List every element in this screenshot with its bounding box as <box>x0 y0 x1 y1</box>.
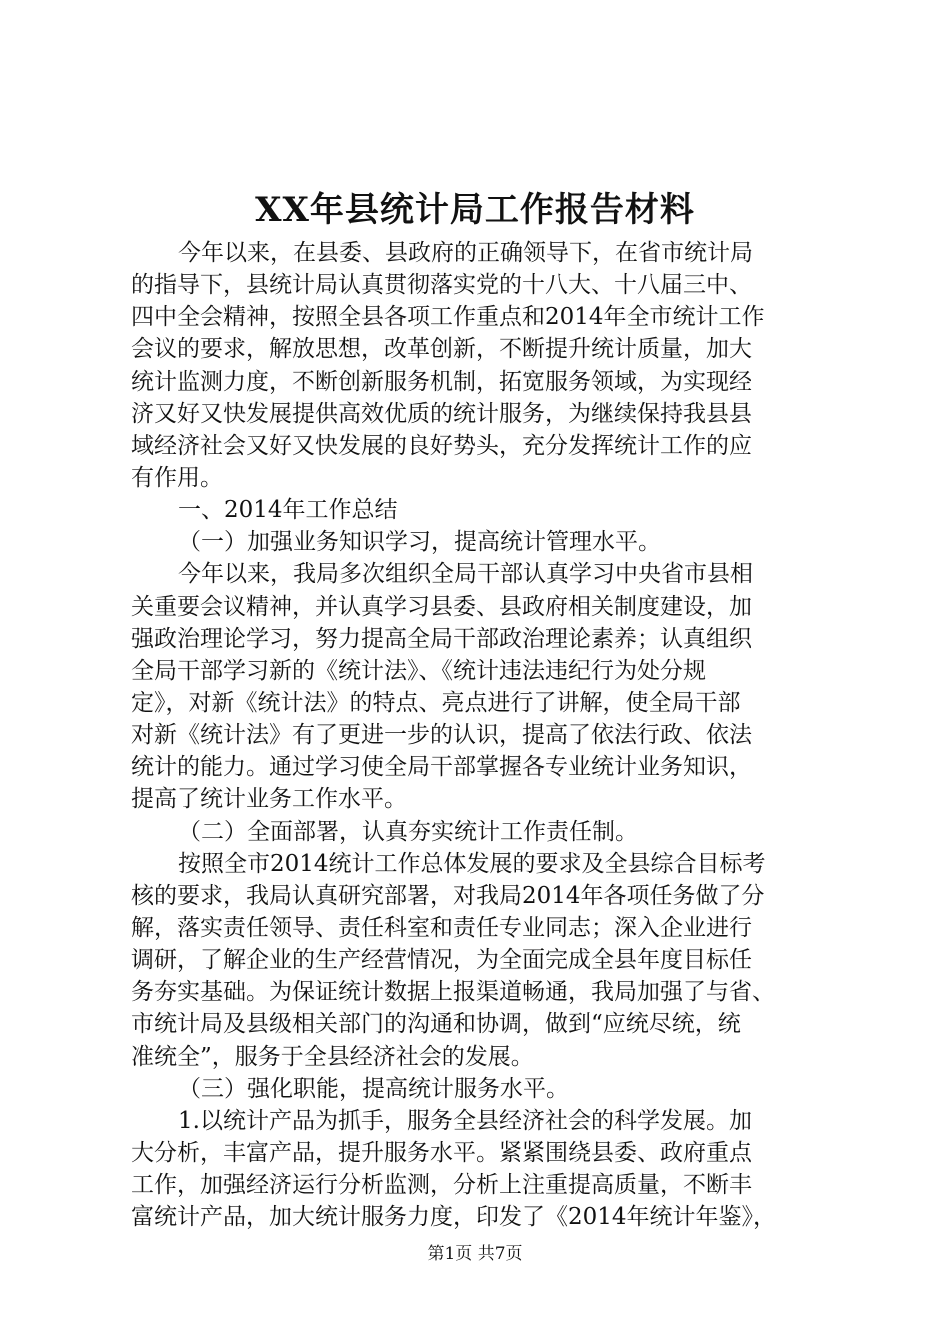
body-line: 统计监测力度，不断创新服务机制，拓宽服务领域，为实现经 <box>131 368 752 395</box>
body-line: 今年以来，我局多次组织全局干部认真学习中央省市县相 <box>178 561 753 588</box>
body-line: 务夯实基础。为保证统计数据上报渠道畅通，我局加强了与省、 <box>131 979 775 1006</box>
body-line: 强政治理论学习，努力提高全局干部政治理论素养；认真组织 <box>131 625 752 652</box>
body-line: 工作，加强经济运行分析监测，分析上注重提高质量，不断丰 <box>131 1172 752 1199</box>
body-line: 大分析，丰富产品，提升服务水平。紧紧围绕县委、政府重点 <box>131 1139 752 1166</box>
body-line: （二）全面部署，认真夯实统计工作责任制。 <box>178 818 638 845</box>
body-line: （三）强化职能，提高统计服务水平。 <box>178 1075 569 1102</box>
page-footer: 第1页 共7页 <box>427 1244 523 1264</box>
body-line: 关重要会议精神，并认真学习县委、县政府相关制度建设，加 <box>131 593 752 620</box>
body-line: 的指导下，县统计局认真贯彻落实党的十八大、十八届三中、 <box>131 272 752 299</box>
body-line: 今年以来，在县委、县政府的正确领导下，在省市统计局 <box>178 240 753 266</box>
body-line: 按照全市2014统计工作总体发展的要求及全县综合目标考 <box>178 850 766 877</box>
body-line: 全局干部学习新的《统计法》、《统计违法违纪行为处分规 <box>131 657 706 684</box>
body-line: 富统计产品，加大统计服务力度，印发了《2014年统计年鉴》， <box>131 1204 777 1231</box>
body-line: （一）加强业务知识学习，提高统计管理水平。 <box>178 529 661 556</box>
body-line: 解，落实责任领导、责任科室和责任专业同志；深入企业进行 <box>131 914 752 941</box>
document-body <box>131 237 831 1233</box>
body-line: 提高了统计业务工作水平。 <box>131 786 407 813</box>
body-line: 市统计局及县级相关部门的沟通和协调，做到“应统尽统，统 <box>131 1011 741 1038</box>
body-line: 1.以统计产品为抓手，服务全县经济社会的科学发展。加 <box>178 1107 752 1134</box>
body-line: 域经济社会又好又快发展的良好势头，充分发挥统计工作的应 <box>131 432 752 459</box>
body-line: 一、2014年工作总结 <box>178 497 398 524</box>
body-line: 四中全会精神，按照全县各项工作重点和2014年全市统计工作 <box>131 304 765 331</box>
body-line: 定》，对新《统计法》的特点、亮点进行了讲解，使全局干部 <box>131 689 741 716</box>
body-line: 有作用。 <box>131 464 223 491</box>
body-line: 调研，了解企业的生产经营情况，为全面完成全县年度目标任 <box>131 947 752 974</box>
body-line: 济又好又快发展提供高效优质的统计服务，为继续保持我县县 <box>131 400 752 427</box>
body-line: 对新《统计法》有了更进一步的认识，提高了依法行政、依法 <box>131 722 752 749</box>
document-title: XX年县统计局工作报告材料 <box>255 190 695 230</box>
body-line: 核的要求，我局认真研究部署，对我局2014年各项任务做了分 <box>131 882 765 909</box>
body-line: 会议的要求，解放思想，改革创新，不断提升统计质量，加大 <box>131 336 752 363</box>
body-line: 统计的能力。通过学习使全局干部掌握各专业统计业务知识， <box>131 754 752 781</box>
body-line: 准统全”，服务于全县经济社会的发展。 <box>131 1043 534 1070</box>
